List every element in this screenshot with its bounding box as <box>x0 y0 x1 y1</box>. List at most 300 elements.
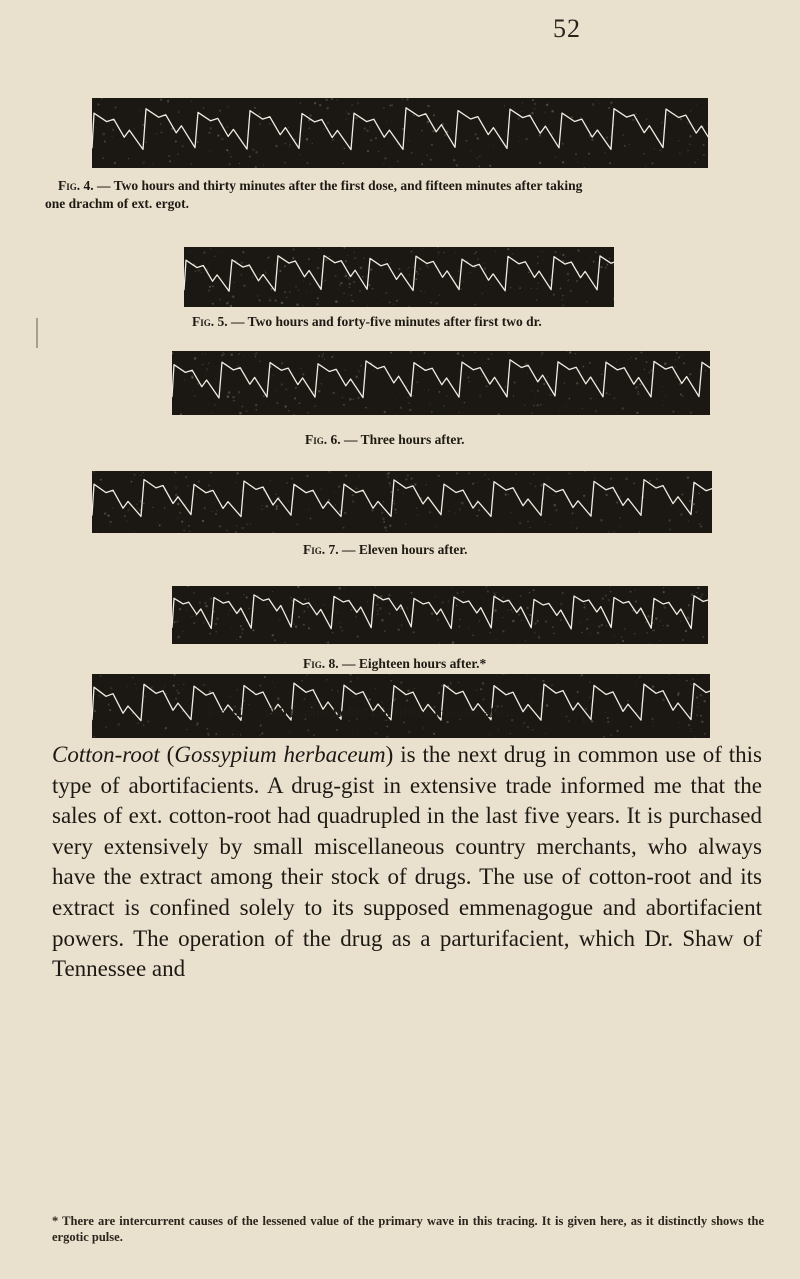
tracing-grain <box>187 485 189 487</box>
tracing-grain <box>381 510 382 511</box>
tracing-grain <box>321 489 322 490</box>
tracing-grain <box>689 373 691 375</box>
tracing-grain <box>388 482 390 484</box>
tracing-grain <box>700 715 702 717</box>
tracing-grain <box>555 251 557 253</box>
tracing-grain <box>370 139 372 141</box>
tracing-grain <box>505 494 507 496</box>
tracing-grain <box>275 145 277 147</box>
tracing-grain <box>604 152 605 153</box>
tracing-grain <box>173 621 175 623</box>
tracing-grain <box>270 480 272 482</box>
tracing-grain <box>403 493 404 494</box>
tracing-grain <box>241 262 243 264</box>
tracing-grain <box>401 624 402 625</box>
tracing-grain <box>559 410 560 411</box>
tracing-grain <box>456 605 457 606</box>
tracing-grain <box>193 592 195 594</box>
tracing-grain <box>272 634 274 636</box>
tracing-grain <box>629 144 630 145</box>
tracing-grain <box>539 277 540 278</box>
tracing-grain <box>244 356 245 357</box>
tracing-grain <box>179 608 181 610</box>
tracing-grain <box>286 297 288 299</box>
tracing-grain <box>635 600 637 602</box>
tracing-grain <box>235 482 236 483</box>
tracing-grain <box>183 684 184 685</box>
tracing-grain <box>183 529 185 531</box>
tracing-grain <box>95 127 96 128</box>
tracing-grain <box>460 288 462 290</box>
tracing-grain <box>539 162 542 165</box>
tracing-grain <box>367 150 369 152</box>
tracing-grain <box>455 513 456 514</box>
tracing-grain <box>410 598 411 599</box>
tracing-grain <box>193 395 195 397</box>
tracing-grain <box>341 630 343 632</box>
tracing-grain <box>536 288 537 289</box>
tracing-grain <box>384 630 386 632</box>
fig5-caption: Two hours and forty-five minutes after first two dr. <box>247 314 542 329</box>
tracing-grain <box>457 592 458 593</box>
tracing-grain <box>705 370 707 372</box>
tracing-grain <box>324 279 326 281</box>
tracing-grain <box>605 494 607 496</box>
tracing-grain <box>541 352 544 355</box>
tracing-grain <box>443 405 445 407</box>
tracing-grain <box>219 525 221 527</box>
tracing-grain <box>198 481 200 483</box>
tracing-grain <box>318 248 320 250</box>
tracing-grain <box>310 518 312 520</box>
tracing-grain <box>109 709 111 711</box>
tracing-grain <box>498 729 499 730</box>
tracing-grain <box>195 622 196 623</box>
tracing-grain <box>303 611 305 613</box>
tracing-grain <box>348 113 350 115</box>
tracing-grain <box>400 681 402 683</box>
tracing-grain <box>444 134 446 136</box>
tracing-grain <box>637 391 638 392</box>
tracing-grain <box>560 619 562 621</box>
tracing-grain <box>696 714 698 716</box>
tracing-grain <box>407 607 409 609</box>
tracing-grain <box>627 700 629 702</box>
fig4-label: Fig. 4. <box>58 178 94 193</box>
tracing-grain <box>303 698 305 700</box>
tracing-grain <box>386 735 388 737</box>
tracing-grain <box>368 284 370 286</box>
tracing-grain <box>273 264 274 265</box>
tracing-grain <box>308 627 310 629</box>
tracing-grain <box>205 605 207 607</box>
tracing-grain <box>680 118 682 120</box>
tracing-grain <box>697 706 698 707</box>
tracing-grain <box>409 140 410 141</box>
tracing-grain <box>431 612 433 614</box>
tracing-grain <box>589 697 590 698</box>
tracing-grain <box>570 290 572 292</box>
tracing-grain <box>167 100 169 102</box>
tracing-grain <box>695 736 696 737</box>
tracing-grain <box>216 510 217 511</box>
tracing-grain <box>381 619 384 622</box>
fig4-caption-line2: one drachm of ext. ergot. <box>45 196 189 211</box>
tracing-grain <box>238 353 240 355</box>
tracing-grain <box>357 678 358 679</box>
tracing-grain <box>306 264 307 265</box>
tracing-grain <box>383 163 384 164</box>
tracing-grain <box>607 263 608 264</box>
tracing-grain <box>533 474 534 475</box>
tracing-grain <box>274 639 276 641</box>
tracing-grain <box>608 531 609 532</box>
tracing-grain <box>226 529 228 531</box>
tracing-grain <box>513 395 514 396</box>
tracing-grain <box>266 505 269 508</box>
tracing-grain <box>690 412 692 414</box>
tracing-grain <box>375 137 377 139</box>
tracing-grain <box>537 390 539 392</box>
tracing-grain <box>662 699 664 701</box>
tracing-grain <box>545 621 547 623</box>
tracing-grain <box>609 162 611 164</box>
tracing-grain <box>107 704 109 706</box>
tracing-grain <box>396 300 398 302</box>
tracing-grain <box>257 295 259 297</box>
tracing-grain <box>423 248 424 249</box>
tracing-grain <box>646 361 648 363</box>
tracing-grain <box>660 620 661 621</box>
tracing-grain <box>210 472 212 474</box>
tracing-grain <box>674 366 675 367</box>
tracing-grain <box>498 529 499 530</box>
tracing-grain <box>700 694 702 696</box>
tracing-grain <box>398 629 400 631</box>
tracing-grain <box>279 270 281 272</box>
tracing-grain <box>681 494 683 496</box>
tracing-grain <box>456 164 458 166</box>
tracing-grain <box>427 121 430 124</box>
tracing-grain <box>206 370 207 371</box>
tracing-grain <box>324 605 325 606</box>
tracing-grain <box>553 294 555 296</box>
tracing-grain <box>537 620 539 622</box>
tracing-grain <box>639 531 641 533</box>
tracing-grain <box>142 161 144 163</box>
tracing-grain <box>661 497 662 498</box>
tracing-grain <box>215 733 217 735</box>
tracing-grain <box>352 494 354 496</box>
tracing-grain <box>396 512 397 513</box>
tracing-grain <box>460 619 461 620</box>
tracing-grain <box>583 721 584 722</box>
tracing-grain <box>476 158 478 160</box>
tracing-grain <box>624 145 626 147</box>
tracing-grain <box>432 130 434 132</box>
tracing-grain <box>413 114 414 115</box>
tracing-grain <box>567 273 570 276</box>
tracing-grain <box>156 133 157 134</box>
tracing-grain <box>344 369 346 371</box>
tracing-grain <box>575 353 576 354</box>
tracing-grain <box>289 146 290 147</box>
tracing-grain <box>316 303 319 306</box>
tracing-grain <box>635 113 637 115</box>
tracing-grain <box>196 494 197 495</box>
tracing-grain <box>259 273 261 275</box>
tracing-grain <box>194 357 197 360</box>
tracing-grain <box>622 134 624 136</box>
tracing-grain <box>308 412 310 414</box>
tracing-grain <box>303 280 304 281</box>
tracing-grain <box>189 531 190 532</box>
tracing-grain <box>362 276 364 278</box>
tracing-grain <box>285 143 287 145</box>
tracing-grain <box>468 627 469 628</box>
tracing-grain <box>346 118 348 120</box>
tracing-grain <box>130 481 132 483</box>
tracing-grain <box>504 105 505 106</box>
tracing-grain <box>409 402 410 403</box>
tracing-grain <box>242 251 244 253</box>
tracing-grain <box>175 140 177 142</box>
body-paragraph <box>52 740 762 985</box>
tracing-grain <box>649 372 651 374</box>
tracing-grain <box>624 628 626 630</box>
tracing-grain <box>568 472 570 474</box>
tracing-grain <box>582 408 583 409</box>
tracing-grain <box>645 621 646 622</box>
tracing-grain <box>398 268 400 270</box>
tracing-grain <box>212 286 214 288</box>
tracing-grain <box>137 507 139 509</box>
tracing-grain <box>639 383 641 385</box>
tracing-grain <box>177 518 178 519</box>
tracing-grain <box>668 519 670 521</box>
tracing-grain <box>653 630 655 632</box>
tracing-grain <box>152 507 153 508</box>
tracing-grain <box>364 127 366 129</box>
tracing-grain <box>435 302 438 305</box>
tracing-grain <box>110 521 112 523</box>
tracing-grain <box>114 162 116 164</box>
tracing-grain <box>143 472 144 473</box>
tracing-grain <box>534 108 536 110</box>
tracing-grain <box>310 284 311 285</box>
tracing-grain <box>416 271 418 273</box>
tracing-grain <box>591 257 592 258</box>
tracing-grain <box>600 266 602 268</box>
tracing-grain <box>542 251 543 252</box>
tracing-grain <box>246 410 248 412</box>
tracing-grain <box>688 604 690 606</box>
tracing-grain <box>357 635 359 637</box>
tracing-grain <box>175 487 177 489</box>
tracing-grain <box>470 272 471 273</box>
tracing-grain <box>140 474 142 476</box>
tracing-grain <box>407 269 408 270</box>
tracing-grain <box>351 104 352 105</box>
tracing-grain <box>263 164 264 165</box>
tracing-grain <box>389 674 390 675</box>
tracing-grain <box>285 405 287 407</box>
tracing-grain <box>630 726 631 727</box>
tracing-grain <box>232 734 233 735</box>
tracing-grain <box>222 352 224 354</box>
tracing-grain <box>292 249 294 251</box>
tracing-grain <box>165 727 167 729</box>
tracing-grain <box>544 112 545 113</box>
tracing-grain <box>284 642 285 643</box>
tracing-grain <box>277 697 279 699</box>
tracing-grain <box>273 681 274 682</box>
tracing-grain <box>269 123 271 125</box>
tracing-grain <box>202 364 204 366</box>
tracing-grain <box>606 392 608 394</box>
tracing-grain <box>367 601 368 602</box>
tracing-grain <box>270 297 271 298</box>
tracing-grain <box>690 110 691 111</box>
tracing-grain <box>269 299 272 302</box>
tracing-grain <box>185 476 187 478</box>
tracing-grain <box>344 512 346 514</box>
tracing-grain <box>326 99 328 101</box>
tracing-grain <box>383 107 385 109</box>
tracing-grain <box>306 292 307 293</box>
tracing-grain <box>336 729 338 731</box>
tracing-grain <box>554 504 557 507</box>
tracing-grain <box>531 717 532 718</box>
tracing-grain <box>438 391 440 393</box>
tracing-grain <box>518 642 519 643</box>
tracing-grain <box>239 636 241 638</box>
tracing-grain <box>286 482 288 484</box>
tracing-grain <box>416 507 417 508</box>
tracing-grain <box>551 110 554 113</box>
tracing-grain <box>298 290 299 291</box>
tracing-grain <box>527 708 528 709</box>
tracing-grain <box>306 162 308 164</box>
tracing-grain <box>334 492 335 493</box>
tracing-grain <box>477 482 478 483</box>
tracing-grain <box>275 390 276 391</box>
tracing-grain <box>605 595 607 597</box>
tracing-grain <box>253 630 255 632</box>
tracing-grain <box>527 521 528 522</box>
tracing-grain <box>337 690 339 692</box>
tracing-grain <box>96 530 97 531</box>
tracing-grain <box>470 150 471 151</box>
tracing-grain <box>228 163 230 165</box>
tracing-grain <box>414 483 416 485</box>
tracing-grain <box>359 475 360 476</box>
tracing-grain <box>413 395 414 396</box>
tracing-grain <box>252 276 254 278</box>
tracing-grain <box>128 158 130 160</box>
tracing-grain <box>612 264 613 265</box>
tracing-grain <box>264 271 265 272</box>
tracing-grain <box>306 675 307 676</box>
tracing-grain <box>397 160 399 162</box>
tracing-grain <box>238 391 240 393</box>
pulse-tracing-fig7 <box>92 471 712 533</box>
tracing-grain <box>542 514 543 515</box>
tracing-grain <box>602 598 604 600</box>
tracing-grain <box>458 270 459 271</box>
tracing-grain <box>384 157 386 159</box>
tracing-grain <box>294 398 296 400</box>
tracing-grain <box>538 635 539 636</box>
tracing-grain <box>523 726 524 727</box>
tracing-grain <box>424 352 426 354</box>
tracing-grain <box>540 484 543 487</box>
tracing-grain <box>233 400 234 401</box>
tracing-grain <box>314 104 315 105</box>
tracing-grain <box>555 489 556 490</box>
tracing-grain <box>227 395 230 398</box>
tracing-grain <box>476 690 478 692</box>
tracing-grain <box>644 369 645 370</box>
tracing-grain <box>596 380 598 382</box>
tracing-grain <box>387 476 389 478</box>
tracing-grain <box>94 710 96 712</box>
tracing-grain <box>688 724 690 726</box>
tracing-grain <box>353 281 355 283</box>
tracing-grain <box>268 256 270 258</box>
tracing-grain <box>438 692 440 694</box>
tracing-grain <box>433 733 435 735</box>
tracing-grain <box>647 615 649 617</box>
tracing-grain <box>489 632 490 633</box>
tracing-grain <box>275 299 277 301</box>
tracing-grain <box>455 252 456 253</box>
tracing-grain <box>199 269 201 271</box>
tracing-grain <box>588 153 590 155</box>
tracing-grain <box>389 301 391 303</box>
tracing-grain <box>246 596 248 598</box>
tracing-grain <box>349 681 350 682</box>
tracing-grain <box>365 407 367 409</box>
tracing-grain <box>511 609 512 610</box>
tracing-grain <box>382 518 385 521</box>
tracing-grain <box>313 735 314 736</box>
tracing-grain <box>289 144 290 145</box>
tracing-grain <box>502 596 504 598</box>
tracing-grain <box>442 365 443 366</box>
tracing-grain <box>216 618 219 621</box>
tracing-grain <box>293 624 294 625</box>
tracing-grain <box>622 407 625 410</box>
tracing-grain <box>446 395 448 397</box>
tracing-grain <box>663 587 665 589</box>
tracing-grain <box>360 267 363 270</box>
tracing-grain <box>532 701 533 702</box>
tracing-grain <box>371 509 373 511</box>
tracing-grain <box>201 272 202 273</box>
tracing-grain <box>298 616 300 618</box>
tracing-grain <box>229 696 230 697</box>
tracing-grain <box>691 594 694 597</box>
tracing-grain <box>186 729 188 731</box>
tracing-grain <box>478 509 480 511</box>
tracing-grain <box>144 696 145 697</box>
tracing-grain <box>226 302 228 304</box>
tracing-grain <box>213 256 215 258</box>
tracing-grain <box>267 407 268 408</box>
tracing-grain <box>475 251 477 253</box>
tracing-grain <box>646 118 648 120</box>
